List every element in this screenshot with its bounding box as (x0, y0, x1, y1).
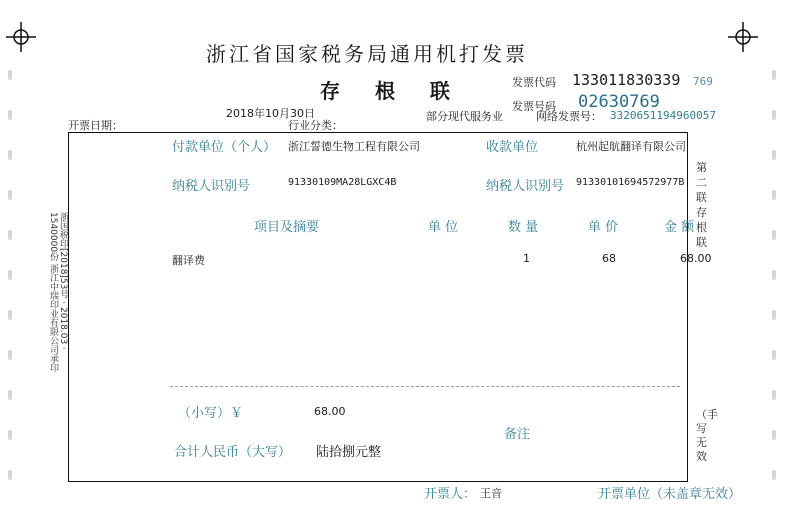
network-invoice-number: 3320651194960057 (610, 109, 716, 122)
invoice-subtitle: 存 根 联 (320, 79, 464, 103)
item-price: 68 (602, 252, 616, 265)
payer-name-label: 付款单位（个人） (172, 140, 277, 155)
issue-date: 2018年10月30日 (226, 107, 315, 120)
invoice-number: 02630769 (578, 92, 660, 112)
invoice-number-label: 发票号码 (512, 100, 556, 113)
payee-name-label: 收款单位 (486, 140, 539, 155)
payer-name: 浙江誓德生物工程有限公司 (288, 140, 420, 153)
invoice-code: 133011830339 (572, 71, 681, 89)
payee-name: 杭州起航翻译有限公司 (576, 140, 686, 153)
drawer-name: 王音 (480, 487, 502, 500)
col-amount-header: 金 额 (664, 220, 695, 235)
item-name: 翻译费 (172, 254, 205, 267)
total-big-label: 合计人民币（大写） (174, 445, 292, 460)
col-unit-header: 单 位 (428, 220, 459, 235)
industry-value: 部分现代服务业 (426, 110, 503, 123)
invoice-code-label: 发票代码 (512, 76, 556, 89)
total-small-label: （小写）￥ (178, 406, 244, 421)
total-small-value: 68.00 (314, 405, 346, 418)
handwrite-note: （手写无效 (696, 408, 718, 463)
payer-taxid: 91330109MA28LGXC4B (288, 177, 397, 188)
invoice-title: 浙江省国家税务局通用机打发票 (206, 42, 528, 66)
payee-taxid-label: 纳税人识别号 (486, 179, 565, 194)
item-amount: 68.00 (680, 252, 712, 265)
totals-separator (170, 386, 680, 387)
printer-note: 浙国税印[2018]53号 · 2018.03 · 1540000份 浙江中瑞印业有限公司承印 (48, 212, 68, 372)
copy-label: 第二联 存根联 (696, 161, 707, 249)
payer-taxid-label: 纳税人识别号 (172, 179, 251, 194)
issue-date-label: 开票日期： (68, 119, 123, 132)
invoice-code-faint: 769 (693, 75, 713, 88)
col-price-header: 单 价 (588, 220, 619, 235)
total-big-value: 陆拾捌元整 (316, 445, 382, 460)
crop-mark-right (728, 22, 758, 52)
col-item-header: 项目及摘要 (254, 220, 320, 235)
network-invoice-label: 网络发票号： (536, 110, 602, 123)
industry-label: 行业分类： (288, 119, 343, 132)
drawer-label: 开票人： (424, 487, 477, 502)
remark-label: 备注 (504, 427, 531, 442)
payee-taxid: 91330101694572977B (576, 177, 685, 188)
item-qty: 1 (523, 252, 530, 265)
issuing-unit-label: 开票单位（未盖章无效） (598, 487, 742, 502)
crop-mark-left (6, 22, 36, 52)
col-qty-header: 数 量 (508, 220, 539, 235)
